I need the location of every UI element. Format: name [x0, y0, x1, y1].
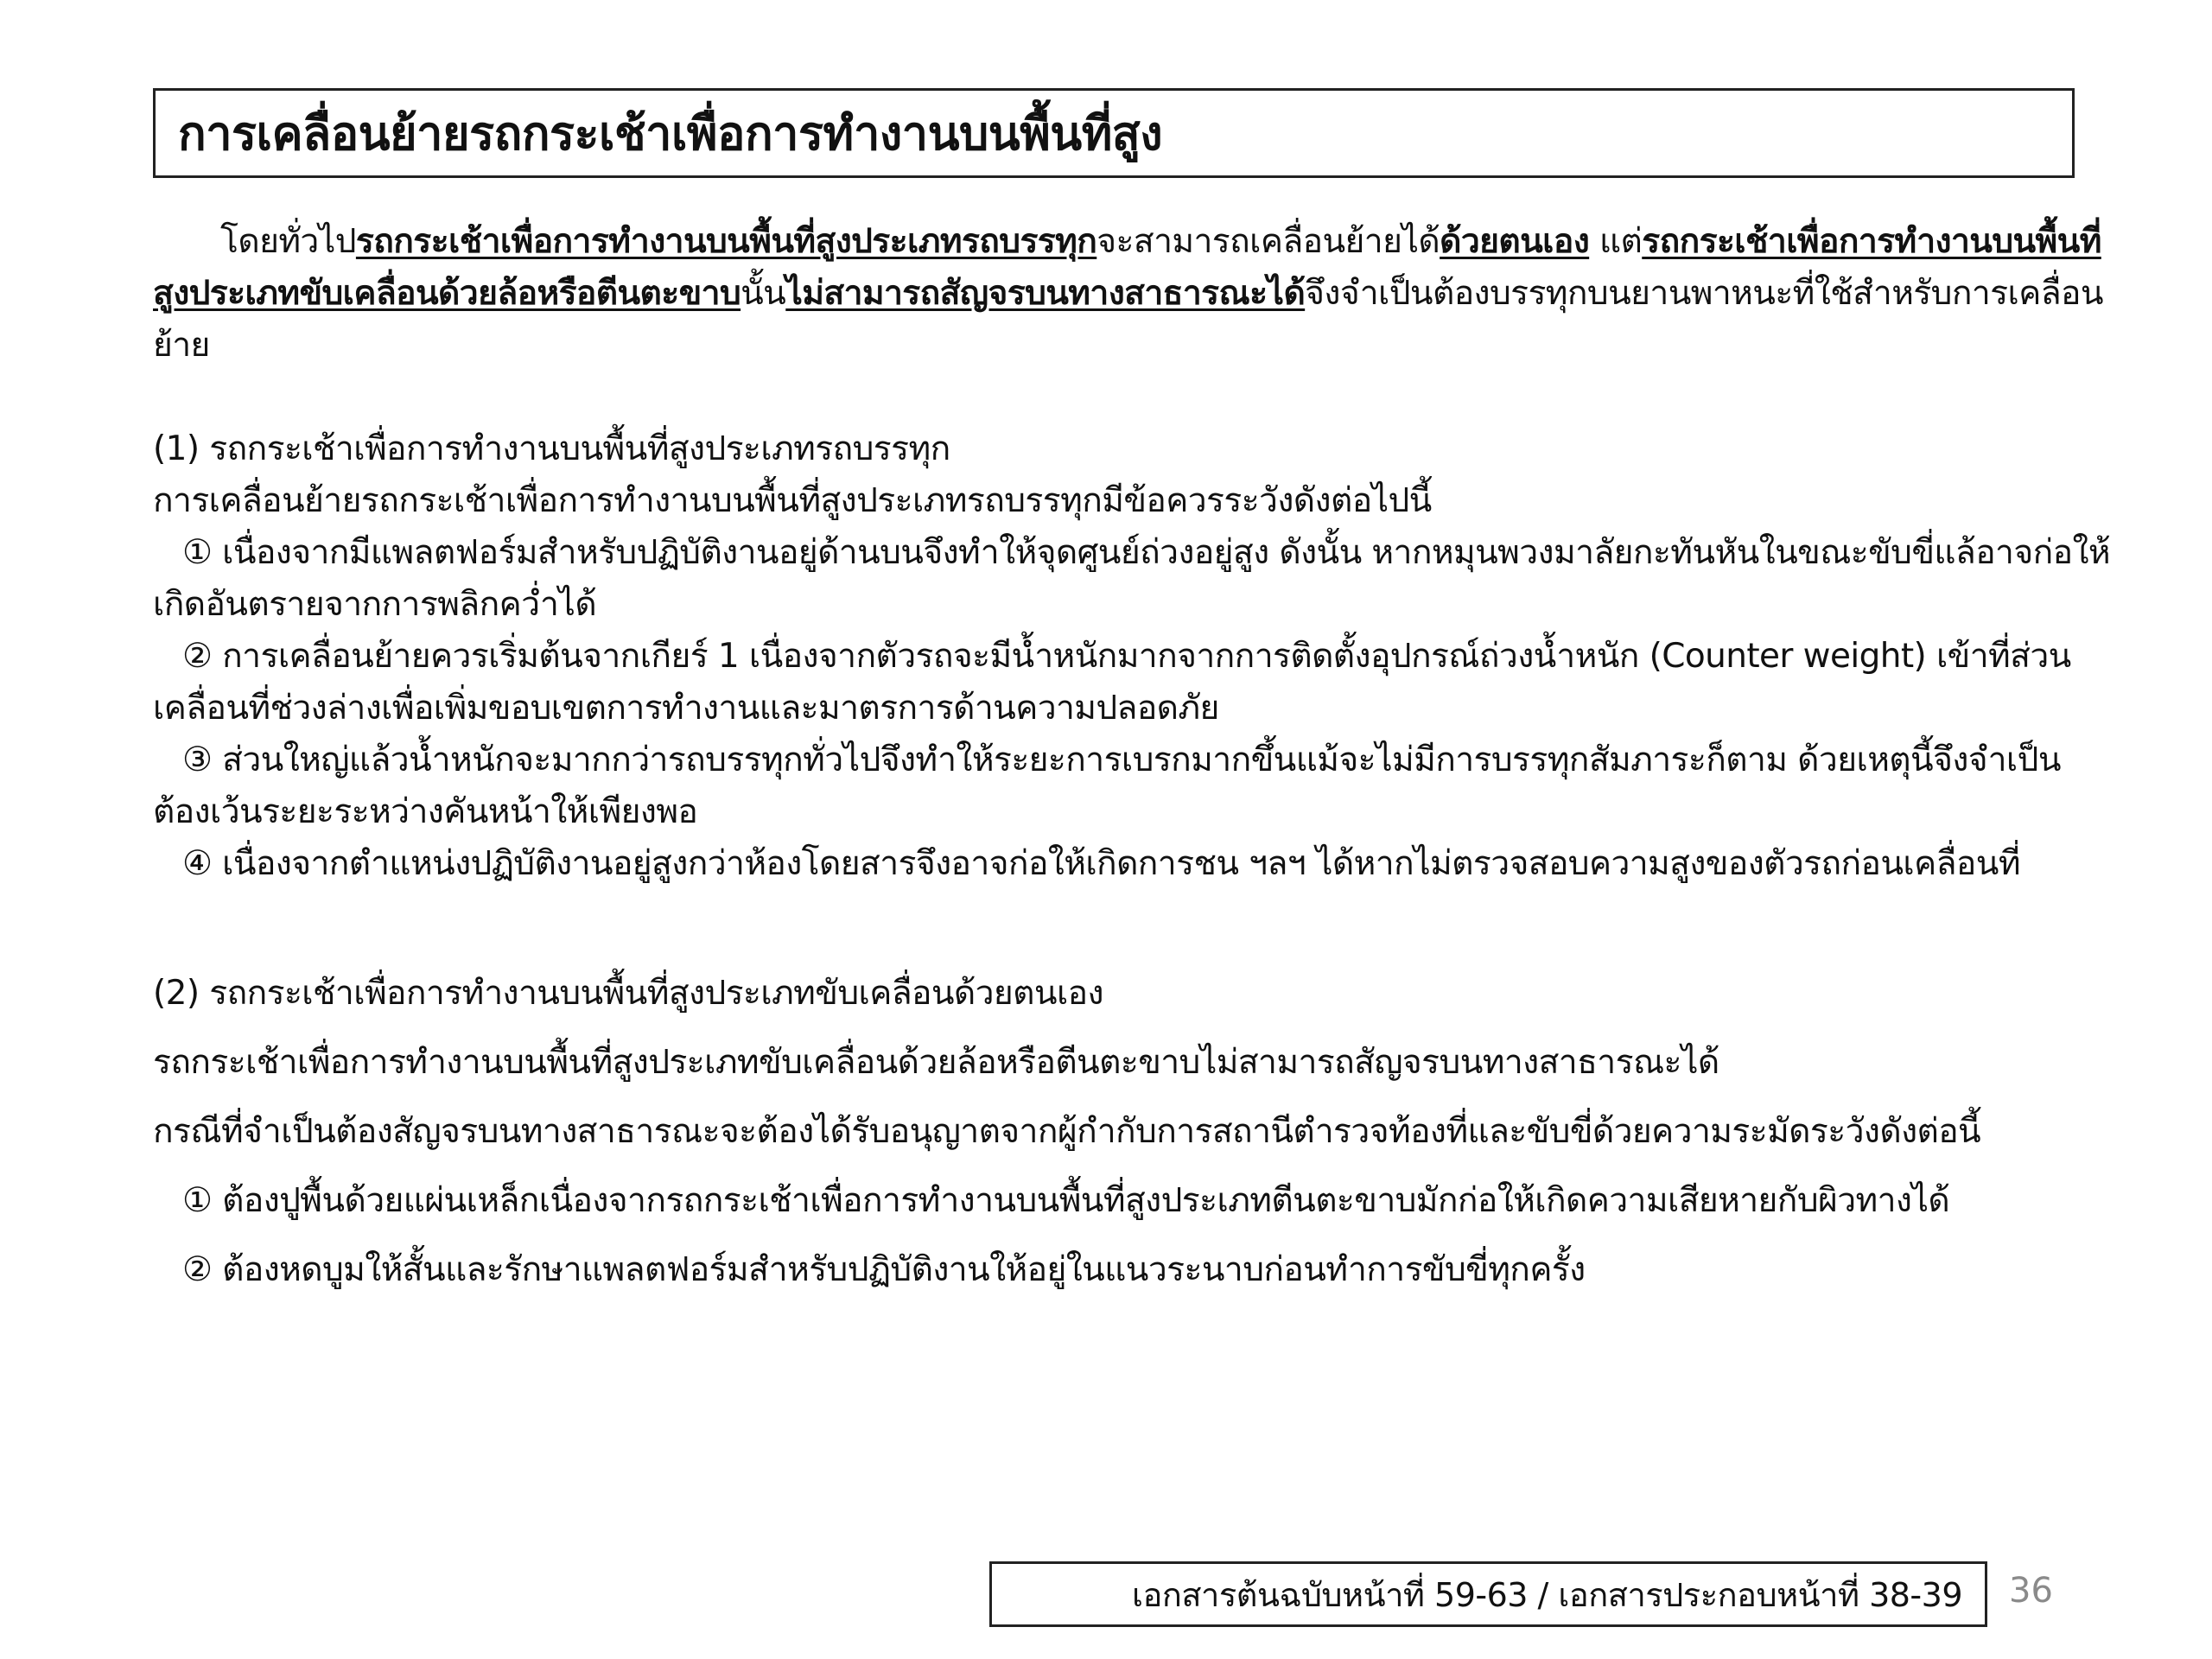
- intro-text-5: จึงจำเป็นต้องบรรทุกบนยานพาหนะที่ใช้สำหรับการเคลื่อนย้าย: [153, 274, 2103, 365]
- intro-emphasis-self: ด้วยตนเอง: [1440, 222, 1590, 261]
- section2-item-1: ① ต้องปูพื้นด้วยแผ่นเหล็กเนื่องจากรถกระเช้าเพื่อการทำงานบนพื้นที่สูงประเภทตีนตะขาบมักก่อให้เกิดความเสียหายกับผิวทางได้: [182, 1181, 1950, 1220]
- intro-emphasis-no-public-road: ไม่สามารถสัญจรบนทางสาธารณะได้: [785, 274, 1306, 313]
- section2-paragraph-1: รถกระเช้าเพื่อการทำงานบนพื้นที่สูงประเภทขับเคลื่อนด้วยล้อหรือตีนตะขาบไม่สามารถสัญจรบนทางสาธารณะได้: [153, 1043, 1719, 1082]
- section1-item-3: ③ ส่วนใหญ่แล้วน้ำหนักจะมากกว่ารถบรรทุกทั่วไปจึงทำให้ระยะการเบรกมากขึ้นแม้จะไม่มีการบรรทุกสัมภาระก็ตาม ด้วยเหตุนี้จึงจำเป็นต้องเว้นระยะระหว่างคันหน้าให้เพียงพอ: [153, 741, 2061, 831]
- intro-text-2: จะสามารถเคลื่อนย้ายได้: [1096, 222, 1440, 261]
- section1-lead: การเคลื่อนย้ายรถกระเช้าเพื่อการทำงานบนพื้นที่สูงประเภทรถบรรทุกมีข้อควรระวังดังต่อไปนี้: [153, 481, 1432, 520]
- intro-text-4: นั้น: [741, 274, 786, 313]
- footer-reference-box: [989, 1561, 1987, 1627]
- intro-emphasis-truck-type: รถกระเช้าเพื่อการทำงานบนพื้นที่สูงประเภทรถบรรทุก: [355, 222, 1097, 261]
- section2-paragraph-2: กรณีที่จำเป็นต้องสัญจรบนทางสาธารณะจะต้องได้รับอนุญาตจากผู้กำกับการสถานีตำรวจท้องที่และขับขี่ด้วยความระมัดระวังดังต่อนี้: [153, 1112, 1981, 1151]
- page-title: การเคลื่อนย้ายรถกระเช้าเพื่อการทำงานบนพื้นที่สูง: [178, 106, 1163, 161]
- intro-emphasis-crawler-type: รถกระเช้าเพื่อการทำงานบนพื้นที่สูงประเภทขับเคลื่อนด้วยล้อหรือตีนตะขาบ: [153, 222, 2101, 313]
- page-number: 36: [2009, 1571, 2053, 1611]
- section1-item-1: ① เนื่องจากมีแพลตฟอร์มสำหรับปฏิบัติงานอยู่ด้านบนจึงทำให้จุดศูนย์ถ่วงอยู่สูง ดังนั้น หากหมุนพวงมาลัยกะทันหันในขณะขับขี่แล้อาจก่อให้เกิดอันตรายจากการพลิกคว่ำได้: [153, 533, 2110, 624]
- section2-heading: (2) รถกระเช้าเพื่อการทำงานบนพื้นที่สูงประเภทขับเคลื่อนด้วยตนเอง: [153, 974, 1103, 1013]
- section2-item-2: ② ต้องหดบูมให้สั้นและรักษาแพลตฟอร์มสำหรับปฏิบัติงานให้อยู่ในแนวระนาบก่อนทำการขับขี่ทุกครั้ง: [182, 1250, 1586, 1289]
- footer-reference: เอกสารต้นฉบับหน้าที่ 59-63 / เอกสารประกอบหน้าที่ 38-39: [1132, 1575, 1962, 1614]
- section1-heading: (1) รถกระเช้าเพื่อการทำงานบนพื้นที่สูงประเภทรถบรรทุก: [153, 429, 950, 468]
- intro-paragraph: [153, 216, 2113, 372]
- section1-item-2: ② การเคลื่อนย้ายควรเริ่มต้นจากเกียร์ 1 เนื่องจากตัวรถจะมีน้ำหนักมากจากการติดตั้งอุปกรณ์ถ่วงน้ำหนัก (Counter weight) เข้าที่ส่วนเคลื่อนที่ช่วงล่างเพื่อเพิ่มขอบเขตการทำงานและมาตรการด้านความปลอดภัย: [153, 637, 2071, 728]
- intro-text-1: โดยทั่วไป: [220, 222, 356, 261]
- title-box: [153, 88, 2075, 178]
- intro-text-3: แต่: [1589, 222, 1643, 261]
- section1-item-4: ④ เนื่องจากตำแหน่งปฏิบัติงานอยู่สูงกว่าห้องโดยสารจึงอาจก่อให้เกิดการชน ฯลฯ ได้หากไม่ตรวจสอบความสูงของตัวรถก่อนเคลื่อนที่: [182, 844, 2020, 883]
- document-body: [153, 216, 2113, 1296]
